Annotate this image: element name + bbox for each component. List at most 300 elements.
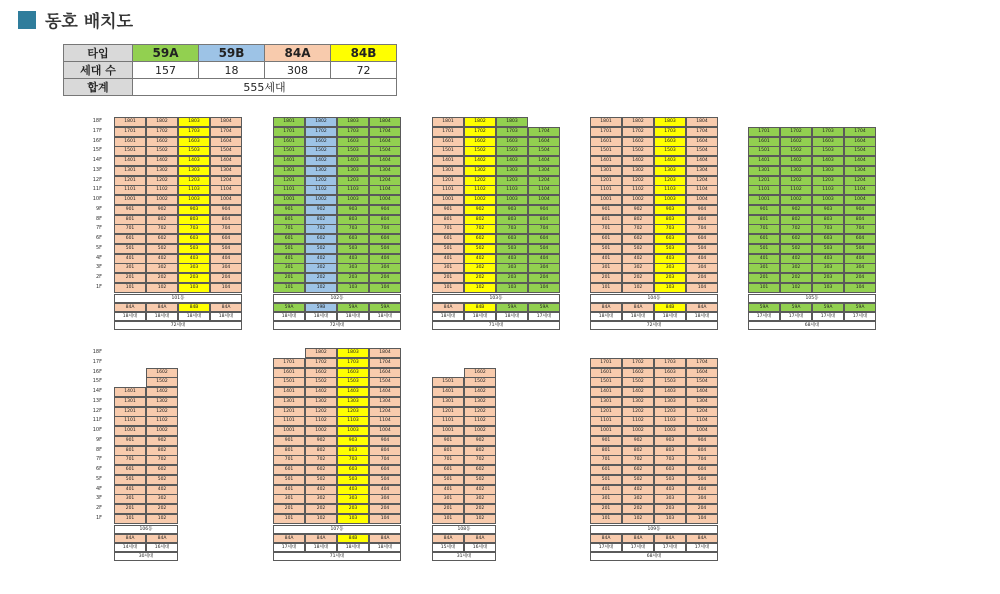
unit-cell: 404	[686, 485, 718, 495]
unit-cell: 1202	[622, 176, 654, 186]
unit-cell: 302	[146, 494, 178, 504]
unit-cell: 904	[686, 436, 718, 446]
unit-cell: 1003	[654, 426, 686, 436]
unit-cell: 1202	[305, 176, 337, 186]
unit-cell: 203	[812, 273, 844, 283]
unit-cell: 902	[305, 436, 337, 446]
unit-cell: 901	[114, 436, 146, 446]
unit-cell: 202	[780, 273, 812, 283]
unit-cell: 503	[337, 475, 369, 485]
unit-cell: 1804	[369, 348, 401, 358]
summary-type-59b: 59B	[199, 45, 265, 62]
unit-cell: 503	[496, 244, 528, 254]
unit-cell: 1802	[464, 117, 496, 127]
unit-cell: 1402	[146, 156, 178, 166]
building-total: 68세대	[748, 321, 876, 330]
unit-cell: 1502	[622, 146, 654, 156]
unit-cell: 1502	[146, 377, 178, 387]
unit-cell: 203	[654, 273, 686, 283]
summary-type-84a: 84A	[265, 45, 331, 62]
unit-cell: 1102	[622, 185, 654, 195]
unit-cell: 1702	[622, 358, 654, 368]
unit-cell: 1402	[622, 387, 654, 397]
line-count-cell: 17세대	[686, 543, 718, 552]
unit-cell: 1102	[146, 416, 178, 426]
unit-cell: 1404	[369, 387, 401, 397]
unit-cell: 703	[178, 224, 210, 234]
unit-cell: 1202	[622, 407, 654, 417]
unit-cell: 301	[114, 494, 146, 504]
unit-cell: 1704	[528, 127, 560, 137]
unit-cell: 503	[178, 244, 210, 254]
unit-cell: 1703	[178, 127, 210, 137]
unit-cell: 601	[114, 465, 146, 475]
unit-cell: 1301	[273, 397, 305, 407]
unit-cell: 101	[590, 283, 622, 293]
building-total: 71세대	[273, 552, 401, 561]
unit-cell: 1302	[622, 166, 654, 176]
unit-cell: 1003	[337, 195, 369, 205]
unit-cell: 1002	[305, 195, 337, 205]
unit-cell: 1302	[305, 397, 337, 407]
unit-cell: 1301	[114, 166, 146, 176]
unit-cell: 1602	[305, 137, 337, 147]
unit-cell: 1504	[844, 146, 876, 156]
unit-cell: 1002	[146, 195, 178, 205]
unit-cell: 904	[686, 205, 718, 215]
unit-cell: 1004	[686, 195, 718, 205]
unit-cell: 1601	[432, 137, 464, 147]
unit-cell: 204	[686, 273, 718, 283]
unit-cell: 401	[748, 254, 780, 264]
unit-cell: 501	[590, 475, 622, 485]
summary-total-row	[64, 79, 397, 96]
unit-cell: 1404	[844, 156, 876, 166]
unit-cell: 604	[686, 234, 718, 244]
unit-cell: 904	[528, 205, 560, 215]
unit-cell: 804	[210, 215, 242, 225]
unit-cell: 704	[369, 455, 401, 465]
unit-cell: 1604	[369, 368, 401, 378]
line-type-cell: 84A	[146, 303, 178, 312]
building-name: 103동	[432, 294, 560, 303]
unit-cell: 101	[432, 514, 464, 524]
unit-cell: 1501	[432, 146, 464, 156]
unit-cell: 1104	[369, 185, 401, 195]
unit-cell: 802	[464, 446, 496, 456]
unit-cell: 1304	[844, 166, 876, 176]
unit-cell: 1401	[748, 156, 780, 166]
line-type-cell: 84A	[114, 534, 146, 543]
unit-cell: 102	[146, 283, 178, 293]
unit-cell: 1201	[273, 407, 305, 417]
line-count-cell: 18세대	[496, 312, 528, 321]
floor-label: 10F	[92, 196, 102, 202]
unit-cell: 1403	[654, 156, 686, 166]
unit-cell: 1403	[178, 156, 210, 166]
unit-cell: 401	[273, 254, 305, 264]
unit-cell: 1602	[464, 368, 496, 378]
unit-cell: 1602	[780, 137, 812, 147]
unit-cell: 202	[146, 504, 178, 514]
unit-cell: 1701	[114, 127, 146, 137]
unit-cell: 902	[464, 436, 496, 446]
floor-label: 7F	[95, 225, 102, 232]
unit-cell: 1203	[178, 176, 210, 186]
unit-cell: 1002	[146, 426, 178, 436]
unit-cell: 504	[844, 244, 876, 254]
unit-cell: 601	[273, 234, 305, 244]
unit-cell: 101	[273, 514, 305, 524]
unit-cell: 1803	[496, 117, 528, 127]
line-type-cell: 84A	[622, 303, 654, 312]
unit-cell: 1501	[114, 146, 146, 156]
line-type-cell: 84A	[432, 534, 464, 543]
unit-cell: 1303	[178, 166, 210, 176]
unit-cell: 303	[654, 263, 686, 273]
unit-cell: 1403	[812, 156, 844, 166]
unit-cell: 1202	[146, 407, 178, 417]
unit-cell: 1303	[654, 166, 686, 176]
unit-cell: 704	[686, 455, 718, 465]
unit-cell: 1701	[590, 358, 622, 368]
unit-cell: 1102	[622, 416, 654, 426]
unit-cell: 1703	[654, 358, 686, 368]
unit-cell: 1502	[464, 377, 496, 387]
summary-total-label: 합계	[64, 79, 133, 96]
building-name: 107동	[273, 525, 401, 534]
line-count-cell: 17세대	[654, 543, 686, 552]
unit-cell: 1501	[590, 377, 622, 387]
floor-label: 12F	[92, 407, 102, 414]
unit-cell: 803	[812, 215, 844, 225]
unit-cell: 101	[273, 283, 305, 293]
unit-cell: 401	[273, 485, 305, 495]
unit-cell: 1703	[496, 127, 528, 137]
line-type-cell: 84A	[622, 534, 654, 543]
unit-cell: 1104	[844, 185, 876, 195]
unit-cell: 1004	[686, 426, 718, 436]
unit-cell: 1602	[305, 368, 337, 378]
unit-cell: 1102	[464, 416, 496, 426]
unit-cell: 1201	[273, 176, 305, 186]
unit-cell: 104	[210, 283, 242, 293]
floor-label: 13F	[92, 397, 102, 404]
unit-cell: 402	[146, 254, 178, 264]
unit-cell: 602	[464, 234, 496, 244]
unit-cell: 803	[337, 446, 369, 456]
unit-cell: 1001	[273, 195, 305, 205]
unit-cell: 1503	[654, 146, 686, 156]
unit-cell: 1101	[590, 416, 622, 426]
unit-cell: 1201	[432, 407, 464, 417]
unit-cell: 1702	[305, 127, 337, 137]
unit-cell: 1702	[305, 358, 337, 368]
line-count-cell: 18세대	[654, 312, 686, 321]
line-count-cell: 17세대	[622, 543, 654, 552]
unit-cell: 701	[432, 224, 464, 234]
unit-cell: 802	[464, 215, 496, 225]
unit-cell: 902	[464, 205, 496, 215]
unit-cell: 1203	[654, 176, 686, 186]
unit-cell: 1503	[178, 146, 210, 156]
unit-cell: 501	[273, 244, 305, 254]
building-name: 105동	[748, 294, 876, 303]
unit-cell: 901	[748, 205, 780, 215]
unit-cell: 1804	[686, 117, 718, 127]
unit-cell: 903	[496, 205, 528, 215]
unit-cell: 1302	[146, 166, 178, 176]
unit-cell: 1702	[780, 127, 812, 137]
unit-cell: 304	[844, 263, 876, 273]
unit-cell: 501	[114, 475, 146, 485]
unit-cell: 1003	[496, 195, 528, 205]
floor-label: 8F	[95, 215, 102, 222]
unit-cell: 904	[210, 205, 242, 215]
title-marker-icon	[18, 11, 36, 29]
line-type-cell: 59A	[528, 303, 560, 312]
line-type-cell: 59B	[305, 303, 337, 312]
unit-cell: 1101	[273, 416, 305, 426]
floor-label: 4F	[95, 485, 102, 492]
unit-cell: 503	[654, 475, 686, 485]
floor-label: 13F	[92, 166, 102, 173]
unit-cell: 1704	[686, 358, 718, 368]
unit-cell: 701	[273, 455, 305, 465]
line-type-cell: 84A	[590, 534, 622, 543]
unit-cell: 402	[622, 485, 654, 495]
unit-cell: 1502	[780, 146, 812, 156]
unit-cell: 1002	[305, 426, 337, 436]
unit-cell: 403	[654, 254, 686, 264]
unit-cell: 1002	[464, 195, 496, 205]
floor-label: 16F	[92, 137, 102, 144]
unit-cell: 1204	[210, 176, 242, 186]
unit-cell: 902	[780, 205, 812, 215]
unit-cell: 1202	[464, 407, 496, 417]
unit-cell: 1302	[464, 166, 496, 176]
unit-cell: 202	[305, 504, 337, 514]
unit-cell: 1304	[686, 166, 718, 176]
unit-cell: 1301	[432, 397, 464, 407]
unit-cell: 503	[812, 244, 844, 254]
unit-cell: 502	[464, 244, 496, 254]
summary-header-label: 타입	[64, 45, 133, 62]
unit-cell: 1801	[273, 117, 305, 127]
unit-cell: 1301	[273, 166, 305, 176]
unit-cell: 1603	[812, 137, 844, 147]
unit-cell: 103	[337, 283, 369, 293]
unit-cell: 803	[654, 446, 686, 456]
unit-cell: 804	[686, 215, 718, 225]
unit-cell: 102	[305, 283, 337, 293]
unit-cell: 804	[369, 215, 401, 225]
unit-cell: 1103	[178, 185, 210, 195]
line-count-cell: 17세대	[780, 312, 812, 321]
unit-cell: 903	[337, 436, 369, 446]
unit-cell: 1403	[496, 156, 528, 166]
unit-cell: 1704	[369, 358, 401, 368]
line-type-cell: 59A	[748, 303, 780, 312]
building-name: 101동	[114, 294, 242, 303]
unit-cell: 1503	[496, 146, 528, 156]
unit-cell: 1203	[496, 176, 528, 186]
unit-cell: 1202	[780, 176, 812, 186]
unit-cell: 304	[369, 263, 401, 273]
line-type-cell: 84A	[464, 534, 496, 543]
unit-cell: 903	[178, 205, 210, 215]
line-type-cell: 84A	[273, 534, 305, 543]
unit-cell: 1103	[337, 416, 369, 426]
unit-cell: 1601	[114, 137, 146, 147]
unit-cell: 1302	[622, 397, 654, 407]
unit-cell: 601	[590, 234, 622, 244]
unit-cell: 1001	[114, 195, 146, 205]
unit-cell: 1504	[210, 146, 242, 156]
line-type-cell: 84B	[464, 303, 496, 312]
unit-cell: 701	[432, 455, 464, 465]
unit-cell: 1601	[590, 137, 622, 147]
unit-cell: 104	[686, 514, 718, 524]
floor-label: 11F	[92, 186, 102, 193]
unit-cell: 502	[622, 244, 654, 254]
unit-cell: 1001	[273, 426, 305, 436]
building-name: 102동	[273, 294, 401, 303]
floor-label: 2F	[95, 505, 102, 511]
unit-cell: 1102	[780, 185, 812, 195]
unit-cell: 1602	[464, 137, 496, 147]
unit-cell: 1204	[528, 176, 560, 186]
unit-cell: 502	[622, 475, 654, 485]
unit-cell: 802	[622, 446, 654, 456]
unit-cell: 1603	[496, 137, 528, 147]
unit-cell: 1701	[273, 358, 305, 368]
unit-cell: 701	[114, 455, 146, 465]
unit-cell: 1401	[114, 156, 146, 166]
unit-cell: 1204	[686, 176, 718, 186]
unit-cell: 1501	[273, 146, 305, 156]
unit-cell: 401	[114, 485, 146, 495]
unit-cell: 901	[432, 436, 464, 446]
unit-cell: 804	[844, 215, 876, 225]
unit-cell: 1702	[622, 127, 654, 137]
floor-label: 17F	[92, 127, 102, 134]
line-count-cell: 17세대	[812, 312, 844, 321]
unit-cell: 1501	[432, 377, 464, 387]
unit-cell: 702	[464, 455, 496, 465]
unit-cell: 702	[780, 224, 812, 234]
unit-cell: 102	[464, 514, 496, 524]
line-type-cell: 59A	[812, 303, 844, 312]
unit-cell: 403	[496, 254, 528, 264]
line-type-cell: 59A	[369, 303, 401, 312]
unit-cell: 1601	[273, 137, 305, 147]
unit-cell: 1701	[748, 127, 780, 137]
unit-cell: 1402	[780, 156, 812, 166]
unit-cell: 101	[432, 283, 464, 293]
unit-cell: 1504	[369, 377, 401, 387]
unit-cell: 1803	[654, 117, 686, 127]
unit-cell: 701	[590, 455, 622, 465]
floor-label: 6F	[95, 235, 102, 241]
unit-cell: 202	[146, 273, 178, 283]
unit-cell: 103	[496, 283, 528, 293]
unit-cell: 602	[622, 234, 654, 244]
unit-cell: 404	[844, 254, 876, 264]
unit-cell: 902	[622, 205, 654, 215]
unit-cell: 901	[590, 205, 622, 215]
unit-cell: 1203	[337, 407, 369, 417]
unit-cell: 1301	[590, 397, 622, 407]
unit-cell: 1603	[178, 137, 210, 147]
line-type-cell: 59A	[273, 303, 305, 312]
unit-cell: 1604	[844, 137, 876, 147]
unit-cell: 103	[812, 283, 844, 293]
unit-cell: 302	[780, 263, 812, 273]
unit-cell: 903	[654, 436, 686, 446]
unit-cell: 902	[146, 436, 178, 446]
unit-cell: 1403	[654, 387, 686, 397]
unit-cell: 302	[146, 263, 178, 273]
unit-cell: 1803	[337, 348, 369, 358]
unit-cell: 901	[273, 205, 305, 215]
unit-cell: 1301	[590, 166, 622, 176]
unit-cell: 1402	[305, 387, 337, 397]
building-total: 72세대	[590, 321, 718, 330]
unit-cell: 502	[305, 475, 337, 485]
unit-cell: 203	[654, 504, 686, 514]
unit-cell: 1201	[114, 407, 146, 417]
floor-label: 15F	[92, 147, 102, 154]
unit-cell: 402	[464, 485, 496, 495]
floor-label: 6F	[95, 466, 102, 472]
unit-cell: 1602	[146, 137, 178, 147]
unit-cell: 201	[273, 504, 305, 514]
unit-cell: 1302	[146, 397, 178, 407]
unit-cell: 703	[496, 224, 528, 234]
unit-cell: 1001	[590, 195, 622, 205]
line-count-cell: 17세대	[590, 543, 622, 552]
unit-cell: 103	[178, 283, 210, 293]
unit-cell: 701	[590, 224, 622, 234]
unit-cell: 403	[812, 254, 844, 264]
unit-cell: 704	[369, 224, 401, 234]
unit-cell: 604	[686, 465, 718, 475]
unit-cell: 203	[337, 504, 369, 514]
line-type-cell: 84A	[369, 534, 401, 543]
summary-count-row	[64, 62, 397, 79]
unit-cell: 1502	[305, 377, 337, 387]
unit-cell: 1603	[654, 137, 686, 147]
unit-cell: 404	[210, 254, 242, 264]
unit-cell: 1104	[686, 185, 718, 195]
unit-cell: 404	[369, 254, 401, 264]
building-total: 31세대	[432, 552, 496, 561]
unit-cell: 301	[273, 263, 305, 273]
line-count-cell: 16세대	[146, 543, 178, 552]
building-name: 108동	[432, 525, 496, 534]
floor-label: 3F	[95, 495, 102, 502]
unit-cell: 1802	[146, 117, 178, 127]
unit-cell: 602	[146, 465, 178, 475]
unit-cell: 1501	[748, 146, 780, 156]
unit-cell: 1302	[780, 166, 812, 176]
unit-cell: 802	[622, 215, 654, 225]
unit-cell: 403	[178, 254, 210, 264]
unit-cell: 804	[686, 446, 718, 456]
unit-cell: 204	[369, 504, 401, 514]
unit-cell: 504	[686, 244, 718, 254]
